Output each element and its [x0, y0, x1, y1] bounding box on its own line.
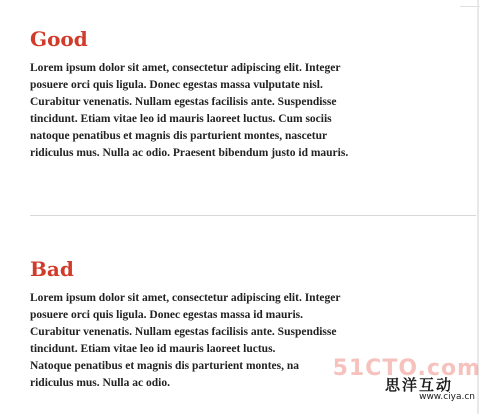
good-heading: Good: [30, 27, 88, 51]
bad-heading: Bad: [30, 257, 74, 281]
bad-line: Lorem ipsum dolor sit amet, consectetur adipiscing elit. Integer: [30, 292, 341, 304]
bad-line: ridiculus mus. Nulla ac odio.: [30, 377, 170, 389]
good-line: Lorem ipsum dolor sit amet, consectetur adipiscing elit. Integer: [30, 62, 341, 74]
good-line: tincidunt. Etiam vitae leo id mauris laoreet luctus. Cum sociis: [30, 113, 332, 125]
good-line: natoque penatibus et magnis dis parturient montes, nascetur: [30, 130, 328, 142]
watermark-logo: 51CTO.com: [332, 356, 481, 381]
bad-line: Natoque penatibus et magnis dis parturient montes, na: [30, 360, 299, 372]
section-divider: [30, 215, 476, 216]
bad-line: tincidunt. Etiam vitae leo id mauris laoreet luctus.: [30, 343, 276, 355]
bad-line: posuere orci quis ligula. Donec egestas massa id mauris.: [30, 309, 304, 321]
good-line: Curabitur venenatis. Nullam egestas facilisis ante. Suspendisse: [30, 96, 337, 108]
bad-line: Curabitur venenatis. Nullam egestas facilisis ante. Suspendisse: [30, 326, 337, 338]
watermark-url: www.ciya.cn: [419, 392, 475, 402]
good-example-section: [30, 26, 470, 162]
good-paragraph: [30, 60, 470, 162]
right-rule: [477, 0, 479, 414]
good-line: ridiculus mus. Nulla ac odio. Praesent bibendum justo id mauris.: [30, 147, 349, 159]
watermark-chinese-text: 思洋互动: [384, 376, 453, 394]
good-line: posuere orci quis ligula. Donec egestas massa vulputate nisl.: [30, 79, 323, 91]
watermark: [331, 356, 481, 404]
